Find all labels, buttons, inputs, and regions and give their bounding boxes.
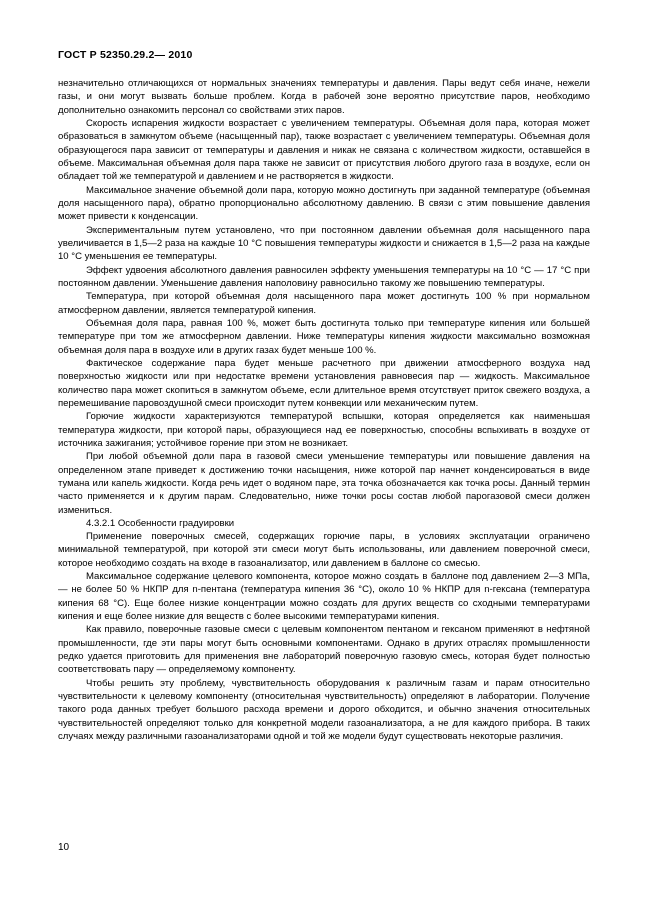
paragraph: Как правило, поверочные газовые смеси с целевым компонентом пентаном и гексаном применяют в нефтяной промышленности, где эти пары могут быть основными компонентами. Однако в других отраслях промышленности редко удается приготовить для применения вне лабораторий поверочную газовую смесь, которая будет полностью соответствовать пару — определяемому компоненту. — [58, 624, 590, 676]
section-heading: 4.3.2.1 Особенности градуировки — [86, 517, 235, 529]
body-text — [58, 77, 590, 743]
paragraph: Экспериментальным путем установлено, что при постоянном давлении объемная доля насыщенного пара увеличивается в 1,5—2 раза на каждые 10 °С повышения температуры жидкости и снижается в 1,5—2 раза на каждые 10 °С уменьшения ее температуры. — [58, 224, 590, 263]
paragraph: Скорость испарения жидкости возрастает с увеличением температуры. Объемная доля пара, которая может образоваться в замкнутом объеме (насыщенный пар), также возрастает с увеличением температуры. Объемная доля образующегося пара зависит от температуры и давления и никак не связана с количеством жидкости, оставшейся в объеме. Максимальная объемная доля пара также не зависит от присутствия любого другого газа в воздухе, если он обладает той же температурой и давлением и не растворяется в жидкости. — [58, 117, 590, 183]
paragraph: незначительно отличающихся от нормальных значениях температуры и давления. Пары ведут себя иначе, нежели газы, и они могут вызвать больше проблем. Когда в рабочей зоне вероятно присутствие паров, необходимо дополнительно ознакомить персонал со свойствами этих паров. — [58, 78, 590, 116]
page-number: 10 — [58, 842, 70, 853]
paragraph: Максимальное значение объемной доли пара, которую можно достигнуть при заданной температуре (объемная доля насыщенного пара), обратно пропорционально абсолютному давлению. В связи с этим повышение давления может привести к конденсации. — [58, 184, 590, 223]
paragraph: Горючие жидкости характеризуются температурой вспышки, которая определяется как наименьшая температура жидкости, при которой пары, образующиеся над ее поверхностью, способны вспыхивать в воздухе от источника зажигания; устойчивое горение при этом не возникает. — [58, 411, 590, 449]
paragraph: Максимальное содержание целевого компонента, которое можно создать в баллоне под давлением 2—3 МПа, — не более 50 % НКПР для n-пентана (температура кипения 36 °С), около 10 % НКПР для n-гексана (температура кипения 68 °С). Еще более низкие концентрации можно создать для других веществ со сходными температурами кипения и еще более низкие для веществ с более высокими температурами кипения. — [58, 571, 590, 623]
paragraph: Фактическое содержание пара будет меньше расчетного при движении атмосферного воздуха над поверхностью жидкости или при недостатке времени установления равновесия пар — жидкость. Максимальное количество пара может скопиться в замкнутом объеме, если длительное время отсутствует приток свежего воздуха, а перемешивание паровоздушной смеси происходит путем конвекции или механическим путем. — [58, 357, 590, 409]
paragraph: Эффект удвоения абсолютного давления равносилен эффекту уменьшения температуры на 10 °С — 17 °С при постоянном давлении. Уменьшение давления наполовину равносильно такому же повышению температуры. — [58, 264, 590, 289]
paragraph: Температура, при которой объемная доля насыщенного пара может достигнуть 100 % при нормальном атмосферном давлении, является температурой кипения. — [58, 291, 590, 316]
paragraph: Объемная доля пара, равная 100 %, может быть достигнута только при температуре кипения или большей температуре при том же атмосферном давлении. Ниже температуры кипения жидкости максимально возможная объемная доля пара в воздухе или в других газах будет меньше 100 %. — [58, 317, 590, 356]
paragraph: Чтобы решить эту проблему, чувствительность оборудования к различным газам и парам относительно чувствительности к целевому компоненту (относительная чувствительность) определяют в лаборатории. Получение такого рода данных требует большого расхода времени и дорого обходится, и обычно значения относительных чувствительностей определяют только для конкретной модели газоанализатора, а не для каждого прибора. В таких случаях между различными газоанализаторами одной и той же модели будут существовать некоторые различия. — [58, 677, 590, 743]
page-header-standard-id: ГОСТ Р 52350.29.2— 2010 — [58, 49, 193, 61]
paragraph: При любой объемной доли пара в газовой смеси уменьшение температуры или повышение давления на определенном этапе приведет к достижению точки насыщения, ниже которой пар начнет конденсироваться в виде тумана или капель жидкости. Когда речь идет о водяном паре, эта точка обозначается как точка росы. Данный термин часто применяется и к другим парам. Следовательно, ниже точки росы состав любой парогазовой смеси должен измениться. — [58, 451, 590, 516]
paragraph: Применение поверочных смесей, содержащих горючие пары, в условиях эксплуатации ограничено минимальной температурой, при которой эти смеси могут быть использованы, или давлением поверочной смеси, которое необходимо создать на входе в газоанализатор, или давлением в баллоне со смесью. — [58, 531, 590, 569]
